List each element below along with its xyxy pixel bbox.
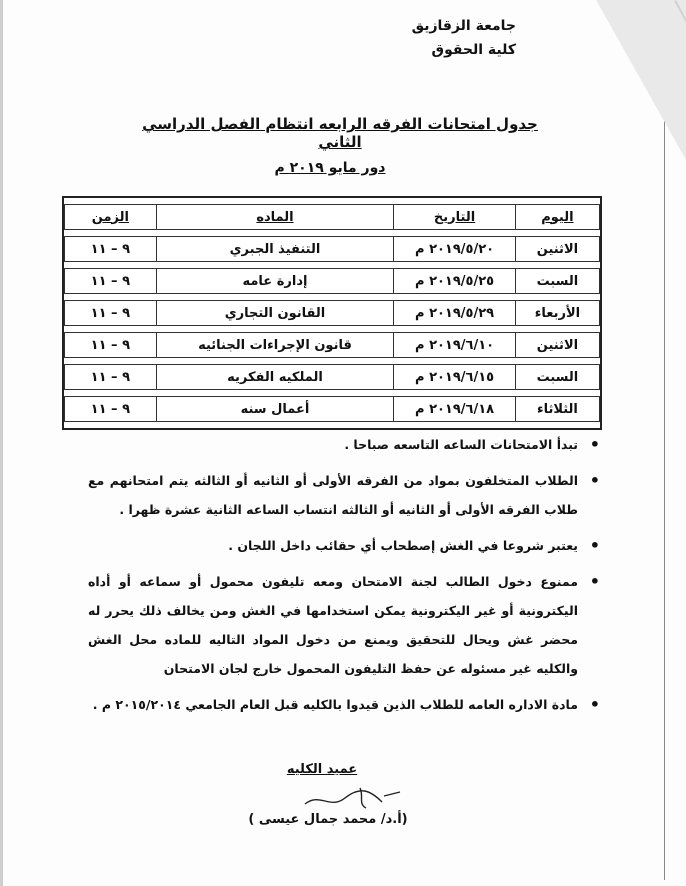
row-subject: قانون الإجراءات الجنائيه bbox=[156, 332, 394, 358]
signature-scribble-icon bbox=[300, 782, 410, 814]
dean-title: عميد الكليه bbox=[286, 762, 358, 777]
row-time: ٩ – ١١ bbox=[64, 332, 156, 358]
row-subject: القانون التجاري bbox=[156, 300, 394, 326]
handwritten-signature bbox=[300, 782, 410, 814]
row-day: الثلاثاء bbox=[515, 396, 600, 422]
row-day: الاثنين bbox=[515, 332, 600, 358]
note-text: يعتبر شروعا في الغش إصطحاب أي حقائب داخل اللجان . bbox=[228, 538, 578, 553]
institution-header bbox=[296, 14, 516, 62]
bullet-icon: • bbox=[589, 572, 600, 591]
faculty-name: كلية الحقوق bbox=[431, 42, 516, 58]
page-fold-corner bbox=[596, 0, 686, 160]
instructions-list bbox=[88, 430, 600, 726]
row-time: ٩ – ١١ bbox=[64, 364, 156, 390]
list-item bbox=[88, 531, 600, 560]
note-text: الطلاب المتخلفون بمواد من الفرقه الأولى أو الثانيه أو الثالثه يتم امتحانهم مع طلاب الفرقه الأولى أو الثانيه أو الثالثه انتساب الساعه الثانية عشرة ظهرا . bbox=[88, 473, 578, 517]
row-subject: أعمال سنه bbox=[156, 396, 394, 422]
row-date: ٢٠١٩/٥/٢٠ م bbox=[393, 236, 515, 262]
note-text: ممنوع دخول الطالب لجنة الامتحان ومعه تليفون محمول أو سماعه أو أداه اليكترونية أو غير اليكترونية يمكن استخدامها في الغش ومن يخالف ذلك يحرر له محضر غش ويحال للتحقيق ويمنع من دخول المواد التاليه للماده محل الغش والكليه غير مسئوله عن حفظ التليفون المحمول خارج لجان الامتحان bbox=[88, 574, 578, 676]
row-time: ٩ – ١١ bbox=[64, 268, 156, 294]
list-item bbox=[88, 430, 600, 459]
exam-schedule-table bbox=[62, 196, 602, 430]
row-date: ٢٠١٩/٦/١٨ م bbox=[393, 396, 515, 422]
row-day: الأربعاء bbox=[515, 300, 600, 326]
header-day: اليوم bbox=[515, 204, 600, 230]
table-row bbox=[64, 332, 600, 358]
row-day: السبت bbox=[515, 364, 600, 390]
row-day: السبت bbox=[515, 268, 600, 294]
table-header-row bbox=[64, 204, 600, 230]
table-row bbox=[64, 236, 600, 262]
table-row bbox=[64, 300, 600, 326]
page-edge bbox=[0, 0, 3, 886]
header-time: الزمن bbox=[64, 204, 156, 230]
university-name: جامعة الزقازيق bbox=[411, 18, 516, 34]
row-time: ٩ – ١١ bbox=[64, 236, 156, 262]
row-time: ٩ – ١١ bbox=[64, 396, 156, 422]
row-subject: إدارة عامه bbox=[156, 268, 394, 294]
table-row bbox=[64, 396, 600, 422]
bullet-icon: • bbox=[589, 695, 600, 714]
row-date: ٢٠١٩/٦/١٥ م bbox=[393, 364, 515, 390]
table-row bbox=[64, 364, 600, 390]
exam-session: دور مايو ٢٠١٩ م bbox=[274, 160, 386, 176]
bullet-icon: • bbox=[589, 471, 600, 490]
bullet-icon: • bbox=[589, 536, 600, 555]
row-date: ٢٠١٩/٥/٢٩ م bbox=[393, 300, 515, 326]
note-text: تبدأ الامتحانات الساعه التاسعه صباحا . bbox=[344, 437, 578, 452]
bullet-icon: • bbox=[589, 435, 600, 454]
row-date: ٢٠١٩/٥/٢٥ م bbox=[393, 268, 515, 294]
list-item bbox=[88, 567, 600, 683]
row-day: الاثنين bbox=[515, 236, 600, 262]
row-subject: التنفيذ الجبري bbox=[156, 236, 394, 262]
document-title: جدول امتحانات الفرقه الرابعه انتظام الفصل الدراسي الثاني bbox=[142, 115, 538, 151]
list-item bbox=[88, 690, 600, 719]
header-date: التاريخ bbox=[393, 204, 515, 230]
row-time: ٩ – ١١ bbox=[64, 300, 156, 326]
row-date: ٢٠١٩/٦/١٠ م bbox=[393, 332, 515, 358]
list-item bbox=[88, 466, 600, 524]
note-text: مادة الاداره العامه للطلاب الذين قيدوا بالكليه قبل العام الجامعي ٢٠١٥/٢٠١٤ م . bbox=[92, 697, 578, 712]
row-subject: الملكيه الفكريه bbox=[156, 364, 394, 390]
dean-name: (أ.د/ محمد جمال عيسى ) bbox=[248, 812, 408, 827]
table-row bbox=[64, 268, 600, 294]
header-subject: الماده bbox=[156, 204, 394, 230]
